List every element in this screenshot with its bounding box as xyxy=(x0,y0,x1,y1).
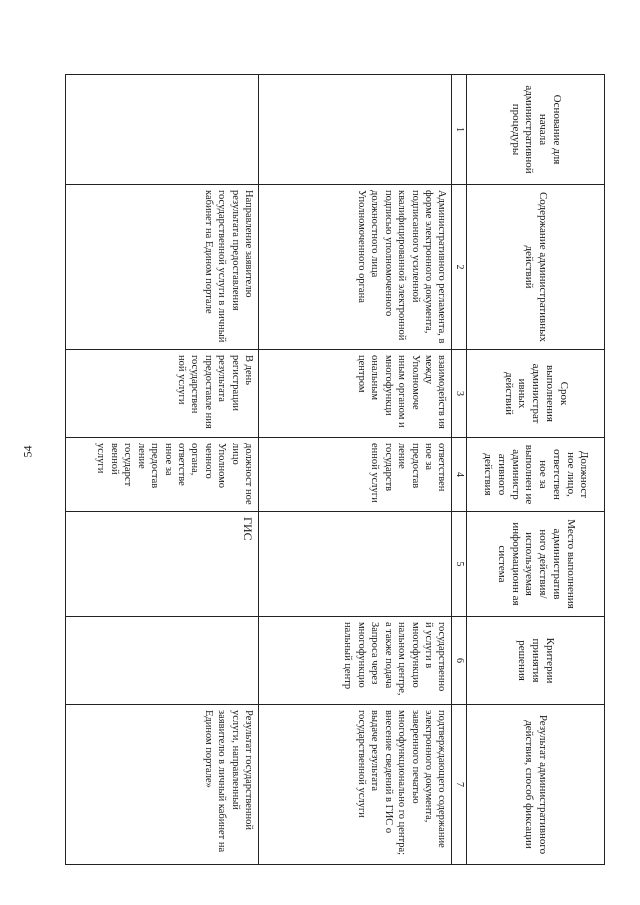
table-header-row xyxy=(466,75,604,865)
cell-basis xyxy=(259,75,452,185)
rotated-table-container xyxy=(65,74,605,864)
header-official: Должност ное лицо, ответствен ное за выполнен ие администр ативного действия xyxy=(466,438,604,512)
cell-basis xyxy=(66,75,259,185)
column-number: 4 xyxy=(452,438,466,512)
page-number: 54 xyxy=(20,445,35,458)
cell-content: Административного регламента, в форме электронного документа, подписанного усиленной квалифицированной электронной подписью уполномоченного должностного лица Уполномоченного органа xyxy=(259,185,452,350)
cell-official: должност ное лицо Уполномо ченного органа, ответстве нное за предостав ление государст венной услуги xyxy=(66,438,259,512)
cell-criteria xyxy=(66,617,259,705)
column-number: 3 xyxy=(452,350,466,438)
cell-place xyxy=(259,512,452,617)
header-result: Результат административного действия, способ фиксации xyxy=(466,705,604,865)
table-row xyxy=(259,75,452,865)
header-place: Место выполнения административ ного действия/ используемая информационн ая система xyxy=(466,512,604,617)
header-criteria: Критерии принятия решения xyxy=(466,617,604,705)
cell-result: Результат государственной услуги, направленный заявителю в личный кабинет на Едином портале» xyxy=(66,705,259,865)
cell-deadline: В день регистрации результата предоставле ния государствен ной услуги xyxy=(66,350,259,438)
procedure-table xyxy=(65,74,605,865)
header-content: Содержание административных действий xyxy=(466,185,604,350)
cell-deadline: взаимодейств ия между Уполномоче нным органом и многофункци ональным центром xyxy=(259,350,452,438)
column-number-row xyxy=(452,75,466,865)
cell-result: подтверждающего содержание электронного документа, заверенного печатью многофункционально го центра; внесение сведений в ГИС о выдаче результата государственной услуги xyxy=(259,705,452,865)
column-number: 7 xyxy=(452,705,466,865)
cell-criteria: государственно й услуги в многофункцио нальном центре, а также подача Запроса через многофункцио нальный центр xyxy=(259,617,452,705)
header-deadline: Срок выполнения администрат ивных действий xyxy=(466,350,604,438)
table-row xyxy=(66,75,259,865)
column-number: 1 xyxy=(452,75,466,185)
column-number: 2 xyxy=(452,185,466,350)
cell-official: ответствен ное за предостав ление государств енной услуги xyxy=(259,438,452,512)
column-number: 5 xyxy=(452,512,466,617)
cell-content: Направление заявителю результата предоставления государственной услуги в личный кабинет на Едином портале xyxy=(66,185,259,350)
cell-place: ГИС xyxy=(66,512,259,617)
column-number: 6 xyxy=(452,617,466,705)
header-basis: Основание для начала административной процедуры xyxy=(466,75,604,185)
